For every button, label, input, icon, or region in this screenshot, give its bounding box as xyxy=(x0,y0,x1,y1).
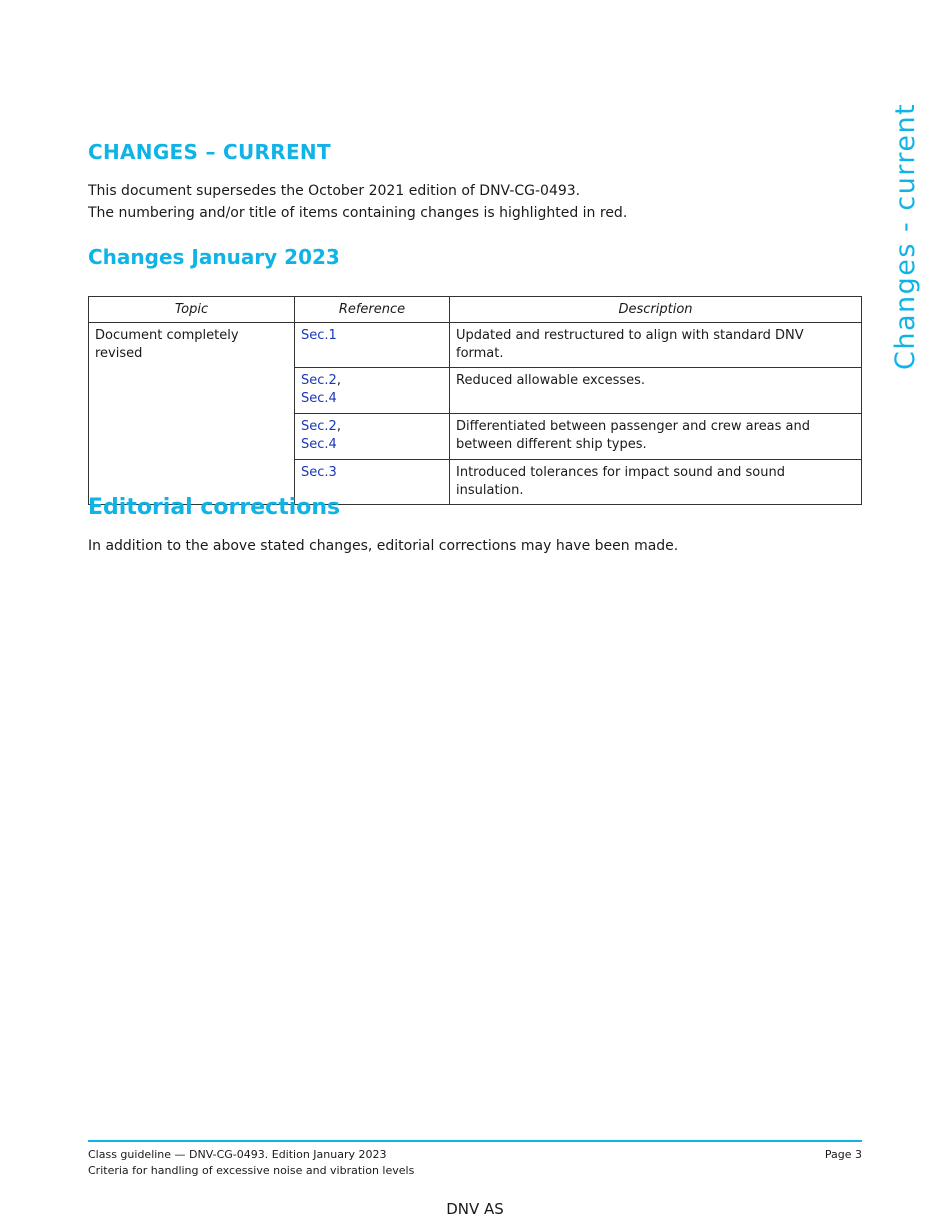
editorial-heading: Editorial corrections xyxy=(88,495,341,520)
reference-separator: , xyxy=(336,373,341,388)
footer-document-info xyxy=(88,1147,414,1179)
column-header-description: Description xyxy=(450,297,862,323)
editorial-text: In addition to the above stated changes, editorial corrections may have been made. xyxy=(88,538,679,554)
footer-edition: Class guideline — DNV-CG-0493. Edition January 2023 xyxy=(88,1148,387,1161)
column-header-reference: Reference xyxy=(295,297,450,323)
table-row xyxy=(89,323,862,368)
changes-heading: Changes January 2023 xyxy=(88,245,340,269)
description-cell: Reduced allowable excesses. xyxy=(450,368,862,414)
changes-table xyxy=(88,296,862,505)
footer-document-title: Criteria for handling of excessive noise and vibration levels xyxy=(88,1164,415,1177)
reference-link[interactable]: Sec.2 xyxy=(301,373,337,388)
reference-separator: , xyxy=(336,419,341,434)
description-cell: Updated and restructured to align with standard DNV format. xyxy=(450,323,862,368)
footer-divider xyxy=(88,1140,862,1142)
reference-cell xyxy=(295,414,450,460)
reference-cell xyxy=(295,368,450,414)
description-cell: Differentiated between passenger and crew areas and between different ship types. xyxy=(450,414,862,460)
page-number: Page 3 xyxy=(824,1148,862,1161)
company-name: DNV AS xyxy=(446,1200,504,1218)
reference-link[interactable]: Sec.2 xyxy=(301,419,337,434)
reference-link[interactable]: Sec.3 xyxy=(301,465,337,480)
side-section-label: Changes - current xyxy=(890,102,921,370)
intro-text xyxy=(88,180,627,224)
reference-link[interactable]: Sec.4 xyxy=(301,391,337,406)
intro-line-highlighting: The numbering and/or title of items containing changes is highlighted in red. xyxy=(88,205,628,221)
column-header-topic: Topic xyxy=(89,297,295,323)
topic-cell: Document completely revised xyxy=(89,323,295,505)
reference-link[interactable]: Sec.1 xyxy=(301,328,337,343)
description-cell: Introduced tolerances for impact sound and sound insulation. xyxy=(450,460,862,505)
intro-line-supersedes: This document supersedes the October 2021 edition of DNV-CG-0493. xyxy=(88,183,581,199)
reference-link[interactable]: Sec.4 xyxy=(301,437,337,452)
page-title: CHANGES – CURRENT xyxy=(88,140,331,164)
table-header-row xyxy=(89,297,862,323)
reference-cell xyxy=(295,323,450,368)
